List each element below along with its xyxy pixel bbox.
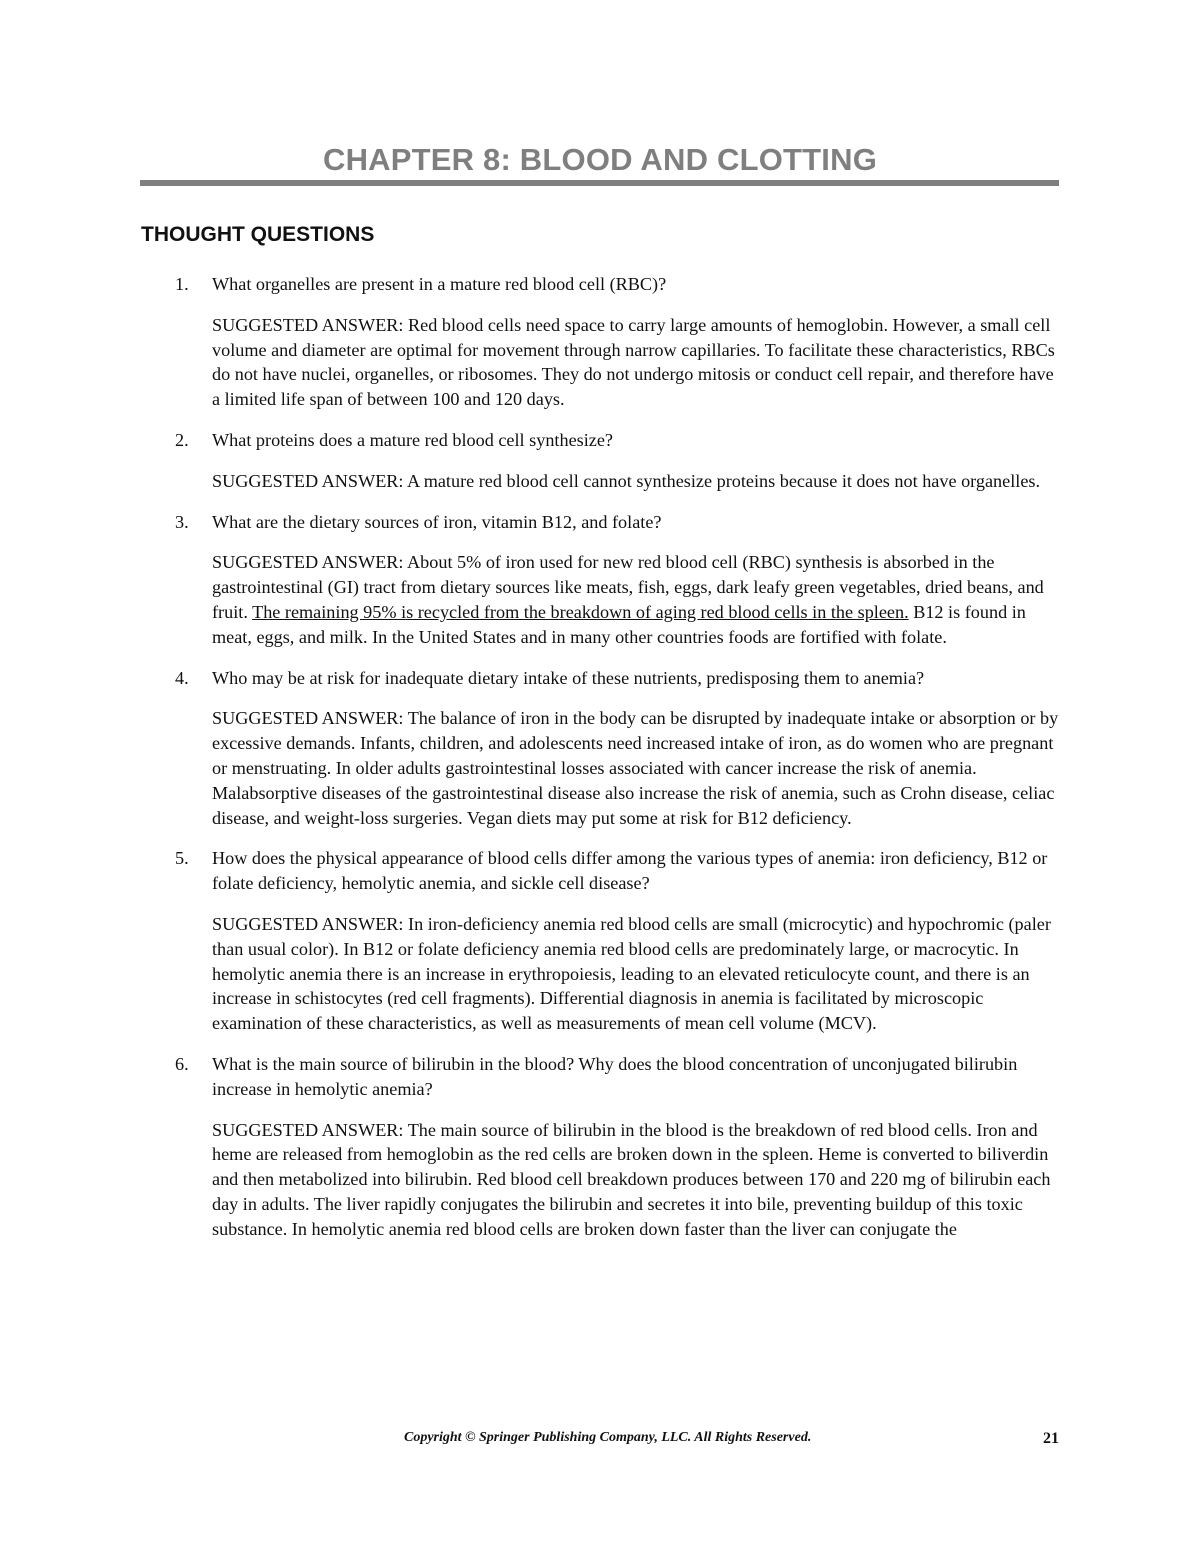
section-heading: THOUGHT QUESTIONS [141,223,375,246]
question-text: How does the physical appearance of blood cells differ among the various types of anemia: iron deficiency, B12 or folate deficiency, hemolytic anemia, and sickle cell disease? [212,848,1048,894]
suggested-answer: SUGGESTED ANSWER: The balance of iron in the body can be disrupted by inadequate intake or absorption or by excessive demands. Infants, children, and adolescents need increased intake of iron, as do women who are pregnant or menstruating. In older adults gastrointestinal losses associated with cancer increase the risk of anemia. Malabsorptive diseases of the gastrointestinal disease also increase the risk of anemia, such as Crohn disease, celiac disease, and weight-loss surgeries. Vegan diets may put some at risk for B12 deficiency. [212,708,1059,828]
question-text: What is the main source of bilirubin in the blood? Why does the blood concentration of unconjugated bilirubin increase in hemolytic anemia? [212,1053,1018,1099]
question-item-3 [140,510,1065,650]
question-text: Who may be at risk for inadequate dietary intake of these nutrients, predisposing them to anemia? [212,667,925,688]
answer-text-before: SUGGESTED ANSWER: About 5% of iron used for new red blood cell (RBC) synthesis is absorbed in the gastrointestinal (GI) tract from dietary sources like meats, fish, eggs, dark leafy green vegetables, dried beans, and fruit. [212,552,1044,622]
question-item-4 [140,666,1065,831]
suggested-answer: SUGGESTED ANSWER: The main source of bilirubin in the blood is the breakdown of red blood cells. Iron and heme are released from hemoglobin as the red cells are broken down in the spleen. Heme is converted to biliverdin and then metabolized into bilirubin. Red blood cell breakdown produces between 170 and 220 mg of bilirubin each day in adults. The liver rapidly conjugates the bilirubin and secretes it into bile, preventing buildup of this toxic substance. In hemolytic anemia red blood cells are broken down faster than the liver can conjugate the [212,1119,1051,1239]
question-number: 3. [175,511,189,532]
question-item-1 [140,272,1065,412]
question-text: What organelles are present in a mature red blood cell (RBC)? [212,274,667,294]
question-number: 2. [175,429,189,450]
suggested-answer: SUGGESTED ANSWER: A mature red blood cell cannot synthesize proteins because it does not have organelles. [212,470,1041,491]
question-item-2 [140,428,1065,494]
question-list [140,272,1065,1258]
page-number: 21 [1043,1430,1059,1447]
chapter-title: CHAPTER 8: BLOOD AND CLOTTING [322,142,878,177]
suggested-answer [212,550,1065,649]
title-rule [140,180,1059,186]
question-text: What are the dietary sources of iron, vitamin B12, and folate? [212,511,662,532]
footer-copyright: Copyright © Springer Publishing Company, LLC. All Rights Reserved. [404,1430,812,1445]
suggested-answer: SUGGESTED ANSWER: In iron-deficiency anemia red blood cells are small (microcytic) and hypochromic (paler than usual color). In B12 or folate deficiency anemia red blood cells are predominately large, or macrocytic. In hemolytic anemia there is an increase in erythropoiesis, leading to an elevated reticulocyte count, and there is an increase in schistocytes (red cell fragments). Differential diagnosis in anemia is facilitated by microscopic examination of these characteristics, as well as measurements of mean cell volume (MCV). [212,913,1051,1034]
question-number: 4. [175,667,189,688]
suggested-answer: SUGGESTED ANSWER: Red blood cells need space to carry large amounts of hemoglobin. However, a small cell volume and diameter are optimal for movement through narrow capillaries. To facilitate these characteristics, RBCs do not have nuclei, organelles, or ribosomes. They do not undergo mitosis or conduct cell repair, and therefore have a limited life span of between 100 and 120 days. [212,314,1055,410]
answer-underlined-text: The remaining 95% is recycled from the breakdown of aging red blood cells in the spleen. [252,601,909,622]
question-item-6 [140,1052,1065,1242]
question-text: What proteins does a mature red blood cell synthesize? [212,429,613,450]
question-number: 6. [175,1053,189,1074]
question-number: 5. [175,848,189,869]
question-item-5 [140,846,1065,1036]
answer-text-after: B12 is found in meat, eggs, and milk. In the United States and in many other countries foods are fortified with folate. [212,601,1026,647]
question-number: 1. [175,274,189,294]
